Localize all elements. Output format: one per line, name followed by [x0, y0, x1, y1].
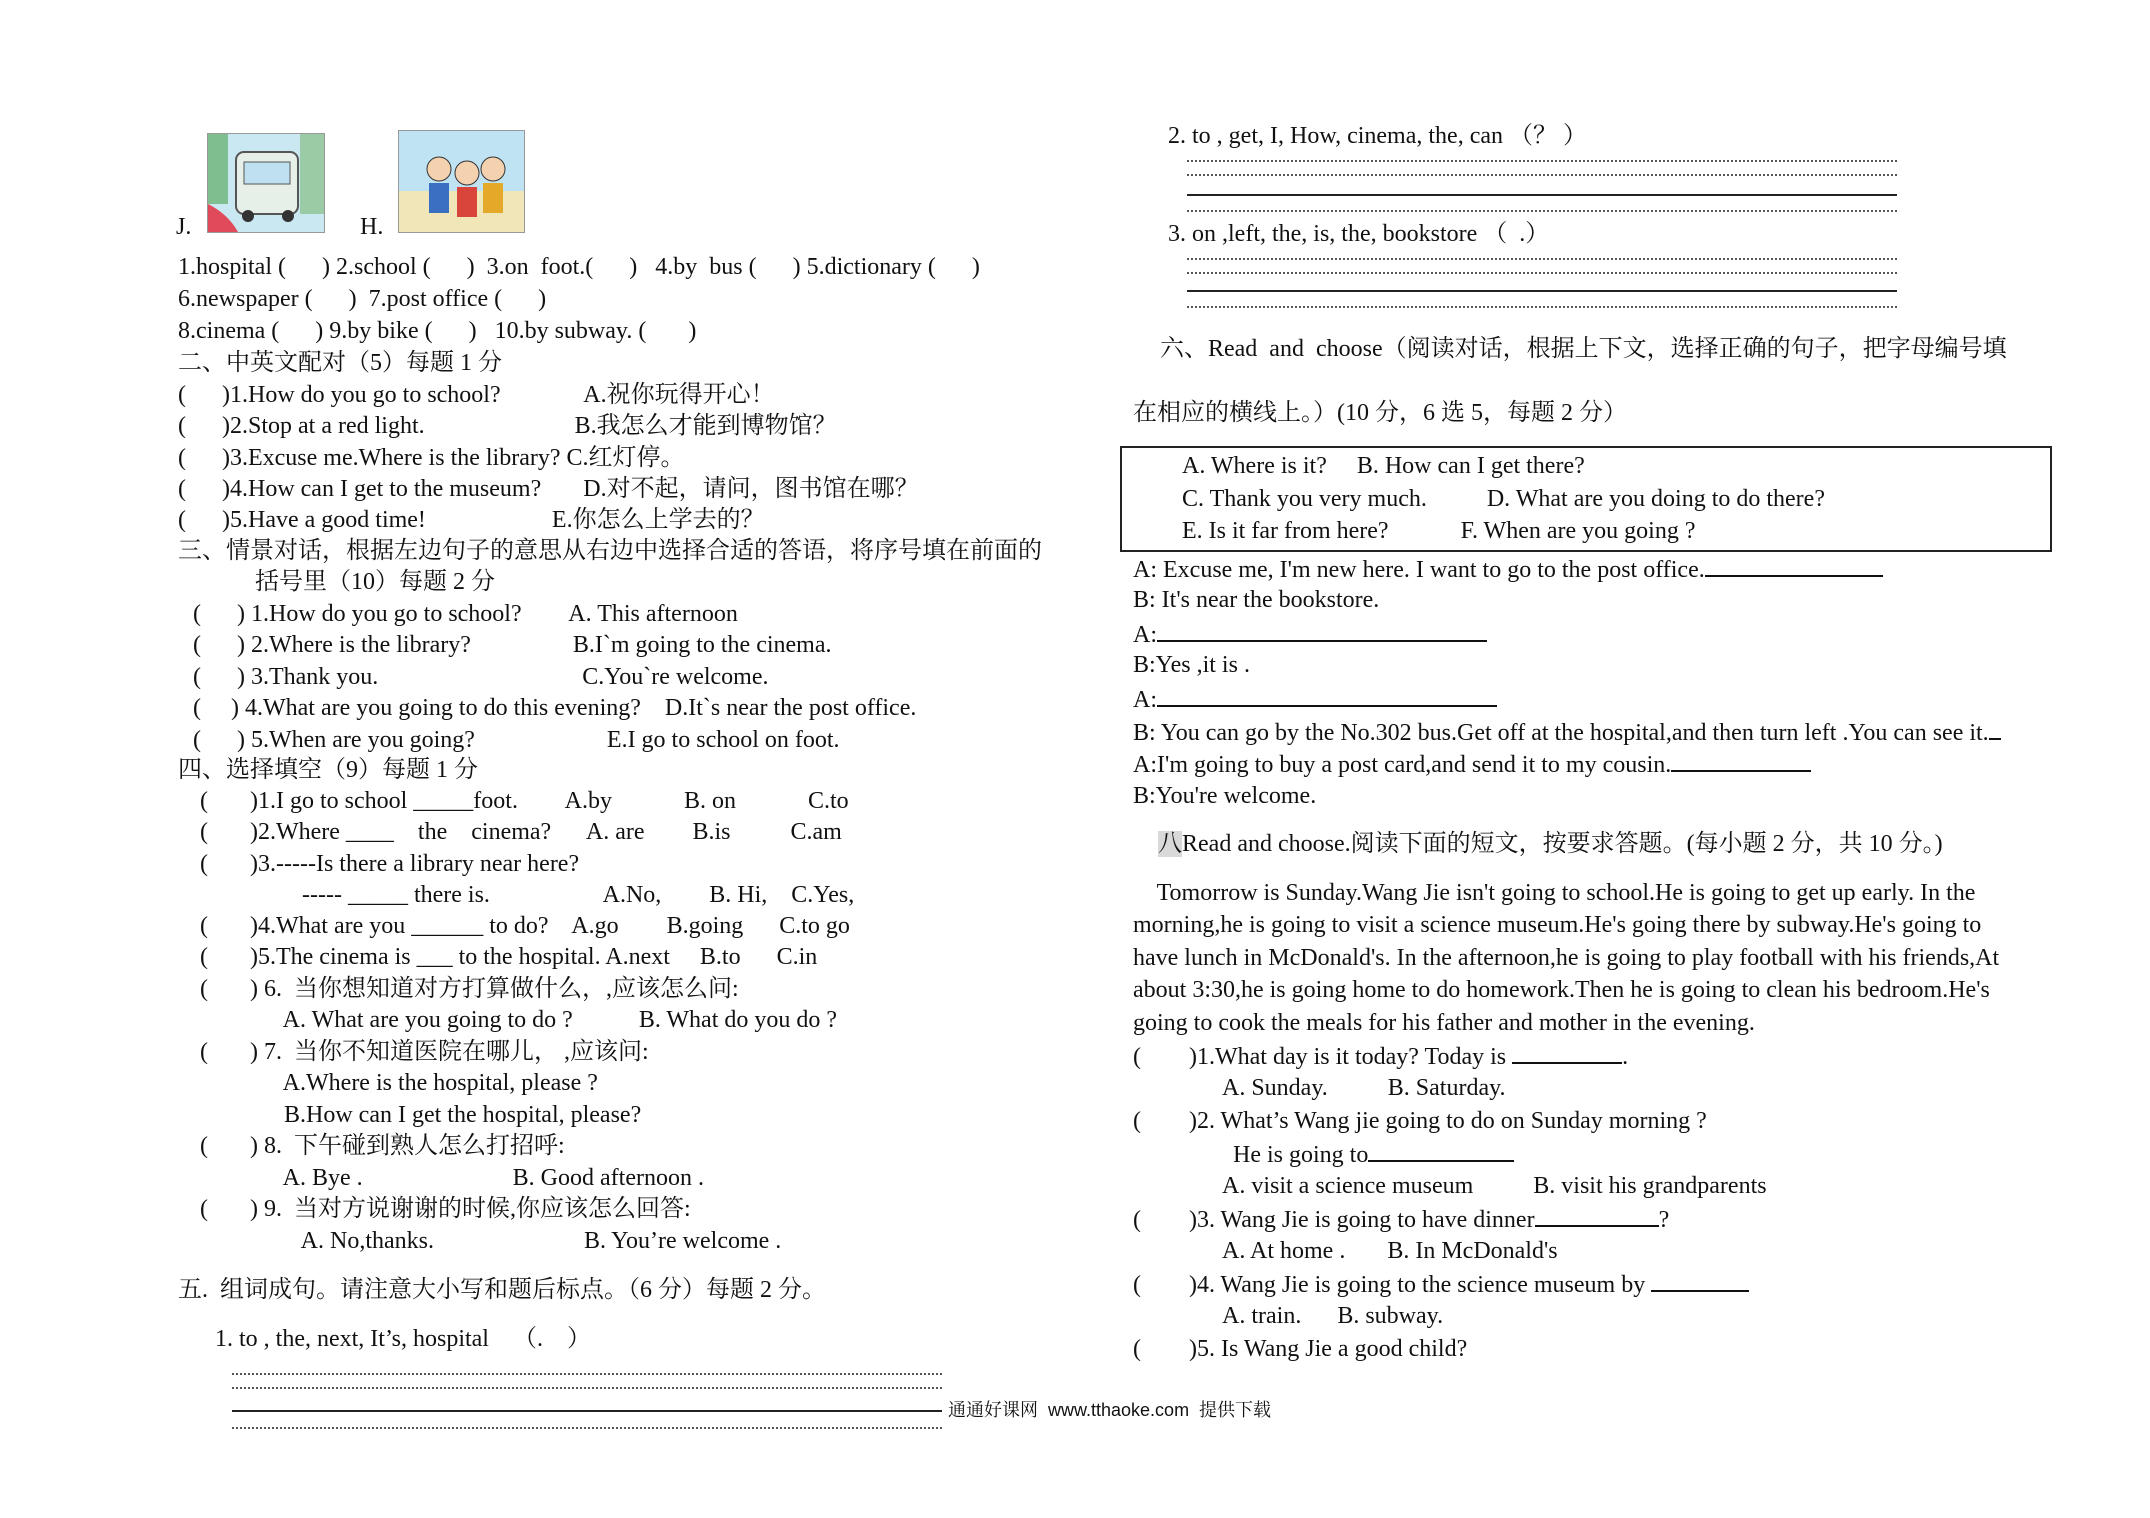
section-number: 八 [1158, 831, 1182, 857]
section-2-heading: 二、中英文配对（5）每题 1 分 [178, 350, 502, 376]
s2-row: ( )4.How can I get to the museum? D.对不起，请问，图书馆在哪？ [178, 476, 919, 502]
s4-row: A. Bye . B. Good afternoon . [200, 1165, 704, 1191]
children-illustration [399, 131, 524, 232]
answer-line [232, 1427, 942, 1429]
answer-blank[interactable] [1989, 716, 2001, 740]
passage-line: about 3:30,he is going home to do homework.Then he is going to clean his bedroom.He's [1133, 977, 1990, 1003]
picture-label-j: J. [176, 214, 192, 240]
section-6-heading: 六、Read and choose（阅读对话，根据上下文，选择正确的句子，把字母编号填 [1160, 336, 2007, 362]
question-5: ( )5. Is Wang Jie a good child? [1133, 1336, 1468, 1362]
answer-blank[interactable] [1705, 553, 1883, 577]
answer-line [232, 1387, 942, 1389]
children-picture [398, 130, 525, 233]
dialogue-line: B: It's near the bookstore. [1133, 587, 1380, 613]
s4-row: ( )1.I go to school _____foot. A.by B. on C.to [200, 788, 849, 814]
answer-blank[interactable] [1368, 1138, 1514, 1162]
answer-line [232, 1373, 942, 1375]
question-3-options: A. At home . B. In McDonald's [1222, 1238, 1558, 1264]
answer-line [1187, 272, 1897, 274]
question-text: ( )1.What day is it today? Today is [1133, 1044, 1507, 1070]
dialogue-line [1133, 683, 1497, 715]
answer-line [1187, 306, 1897, 308]
answer-blank[interactable] [1512, 1040, 1622, 1064]
section-8-heading [1158, 829, 1943, 859]
question-punct: ? [1658, 1207, 1670, 1233]
section-6-heading-cont: 在相应的横线上。）(10 分，6 选 5，每题 2 分） [1133, 400, 1627, 426]
answer-blank[interactable] [1535, 1203, 1659, 1227]
s3-row: ( ) 2.Where is the library? B.I`m going to the cinema. [193, 632, 832, 658]
answer-line [1187, 290, 1897, 292]
s3-row: ( ) 1.How do you go to school? A. This afternoon [193, 601, 738, 627]
footer-source-note: 通通好课网 www.tthaoke.com 提供下载 [948, 1400, 1272, 1420]
section-5-heading: 五. 组词成句。请注意大小写和题后标点。（6 分）每题 2 分。 [178, 1277, 826, 1303]
s4-row: ( ) 7. 当你不知道医院在哪儿， ,应该问: [200, 1039, 649, 1065]
match-row: 6.newspaper ( ) 7.post office ( ) [178, 286, 547, 312]
question-1-options: A. Sunday. B. Saturday. [1222, 1075, 1506, 1101]
s3-row: ( ) 5.When are you going? E.I go to school on foot. [193, 727, 840, 753]
question-text: He is going to [1233, 1142, 1369, 1168]
s4-row: B.How can I get the hospital, please? [200, 1102, 642, 1128]
s5-question-3: 3. on ,left, the, is, the, bookstore （ .） [1168, 221, 1550, 247]
s3-row: ( ) 4.What are you going to do this evening? D.It`s near the post office. [193, 695, 917, 721]
s4-row: A.Where is the hospital, please ? [200, 1070, 598, 1096]
s2-row: ( )1.How do you go to school? A.祝你玩得开心！ [178, 382, 775, 408]
answer-line [1187, 174, 1897, 176]
answer-line [1187, 258, 1897, 260]
section-title: Read and choose.阅读下面的短文，按要求答题。(每小题 2 分，共 10 分。) [1182, 831, 1943, 857]
s4-row: A. What are you going to do ? B. What do you do ? [200, 1007, 838, 1033]
answer-blank[interactable] [1651, 1268, 1749, 1292]
match-row: 1.hospital ( ) 2.school ( ) 3.on foot.( ) 4.by bus ( ) 5.dictionary ( ) [178, 254, 980, 280]
dialogue-text: A: Excuse me, I'm new here. I want to go to the post office. [1133, 557, 1705, 583]
s4-row: ( ) 9. 当对方说谢谢的时候,你应该怎么回答: [200, 1196, 691, 1222]
s4-row: ----- _____ there is. A.No, B. Hi, C.Yes, [200, 882, 855, 908]
s5-question-1: 1. to , the, next, It’s, hospital （. ） [215, 1326, 591, 1352]
s4-row: ( )5.The cinema is ___ to the hospital. A.next B.to C.in [200, 944, 818, 970]
answer-blank[interactable] [1157, 683, 1497, 707]
answer-blank[interactable] [1157, 618, 1487, 642]
dialogue-line: B:Yes ,it is . [1133, 652, 1250, 678]
match-row: 8.cinema ( ) 9.by bike ( ) 10.by subway. ( ) [178, 318, 697, 344]
answer-line [1187, 210, 1897, 212]
passage-line: morning,he is going to visit a science museum.He's going there by subway.He's going to [1133, 912, 1982, 938]
dialogue-line: B:You're welcome. [1133, 783, 1317, 809]
s4-row: ( ) 8. 下午碰到熟人怎么打招呼: [200, 1133, 565, 1159]
dialogue-text: A:I'm going to buy a post card,and send it to my cousin. [1133, 752, 1672, 778]
dialogue-text: A: [1133, 622, 1157, 648]
s4-row: ( ) 6. 当你想知道对方打算做什么，,应该怎么问: [200, 976, 739, 1002]
bus-illustration [208, 134, 324, 232]
question-2: ( )2. What’s Wang jie going to do on Sunday morning ? [1133, 1108, 1707, 1134]
dialogue-line [1133, 553, 1883, 585]
dialogue-text: A: [1133, 687, 1157, 713]
question-2-sub [1233, 1138, 1514, 1170]
answer-line [232, 1410, 942, 1412]
dialogue-line [1133, 716, 2001, 748]
option-row: E. Is it far from here? F. When are you going ? [1182, 518, 1696, 544]
section-3-heading: 三、情景对话，根据左边句子的意思从右边中选择合适的答语，将序号填在前面的 [178, 538, 1042, 564]
s4-row: ( )4.What are you ______ to do? A.go B.going C.to go [200, 913, 850, 939]
bus-picture [207, 133, 325, 233]
section-3-heading-cont: 括号里（10）每题 2 分 [255, 569, 495, 595]
answer-blank[interactable] [1671, 748, 1811, 772]
question-text: ( )3. Wang Jie is going to have dinner [1133, 1207, 1535, 1233]
section-4-heading: 四、选择填空（9）每题 1 分 [178, 757, 478, 783]
question-4 [1133, 1268, 1749, 1300]
question-text: ( )4. Wang Jie is going to the science museum by [1133, 1272, 1646, 1298]
s4-row: ( )2.Where ____ the cinema? A. are B.is C.am [200, 819, 842, 845]
question-punct: . [1622, 1044, 1629, 1070]
s4-row: A. No,thanks. B. You’re welcome . [200, 1228, 782, 1254]
passage-line: have lunch in McDonald's. In the afternoon,he is going to play football with his friends,At [1133, 945, 2000, 971]
s3-row: ( ) 3.Thank you. C.You`re welcome. [193, 664, 769, 690]
s2-row: ( )5.Have a good time! E.你怎么上学去的？ [178, 507, 765, 533]
s4-row: ( )3.-----Is there a library near here? [200, 851, 580, 877]
answer-line [1187, 194, 1897, 196]
s2-row: ( )2.Stop at a red light. B.我怎么才能到博物馆？ [178, 413, 837, 439]
question-2-options: A. visit a science museum B. visit his grandparents [1222, 1173, 1767, 1199]
dialogue-line [1133, 618, 1487, 650]
s5-question-2: 2. to , get, I, How, cinema, the, can （？ ） [1168, 123, 1588, 149]
option-row: C. Thank you very much. D. What are you doing to do there? [1182, 486, 1825, 512]
option-row: A. Where is it? B. How can I get there? [1182, 453, 1585, 479]
dialogue-text: B: You can go by the No.302 bus.Get off at the hospital,and then turn left .You can see it. [1133, 720, 1989, 746]
passage-line: going to cook the meals for his father and mother in the evening. [1133, 1010, 1755, 1036]
passage-line: Tomorrow is Sunday.Wang Jie isn't going to school.He is going to get up early. In the [1133, 880, 1976, 906]
dialogue-line [1133, 748, 1811, 780]
s2-row: ( )3.Excuse me.Where is the library? C.红灯停。 [178, 445, 685, 471]
answer-line [1187, 160, 1897, 162]
question-4-options: A. train. B. subway. [1222, 1303, 1444, 1329]
question-1 [1133, 1040, 1628, 1072]
picture-label-h: H. [360, 214, 384, 240]
question-3 [1133, 1203, 1669, 1235]
